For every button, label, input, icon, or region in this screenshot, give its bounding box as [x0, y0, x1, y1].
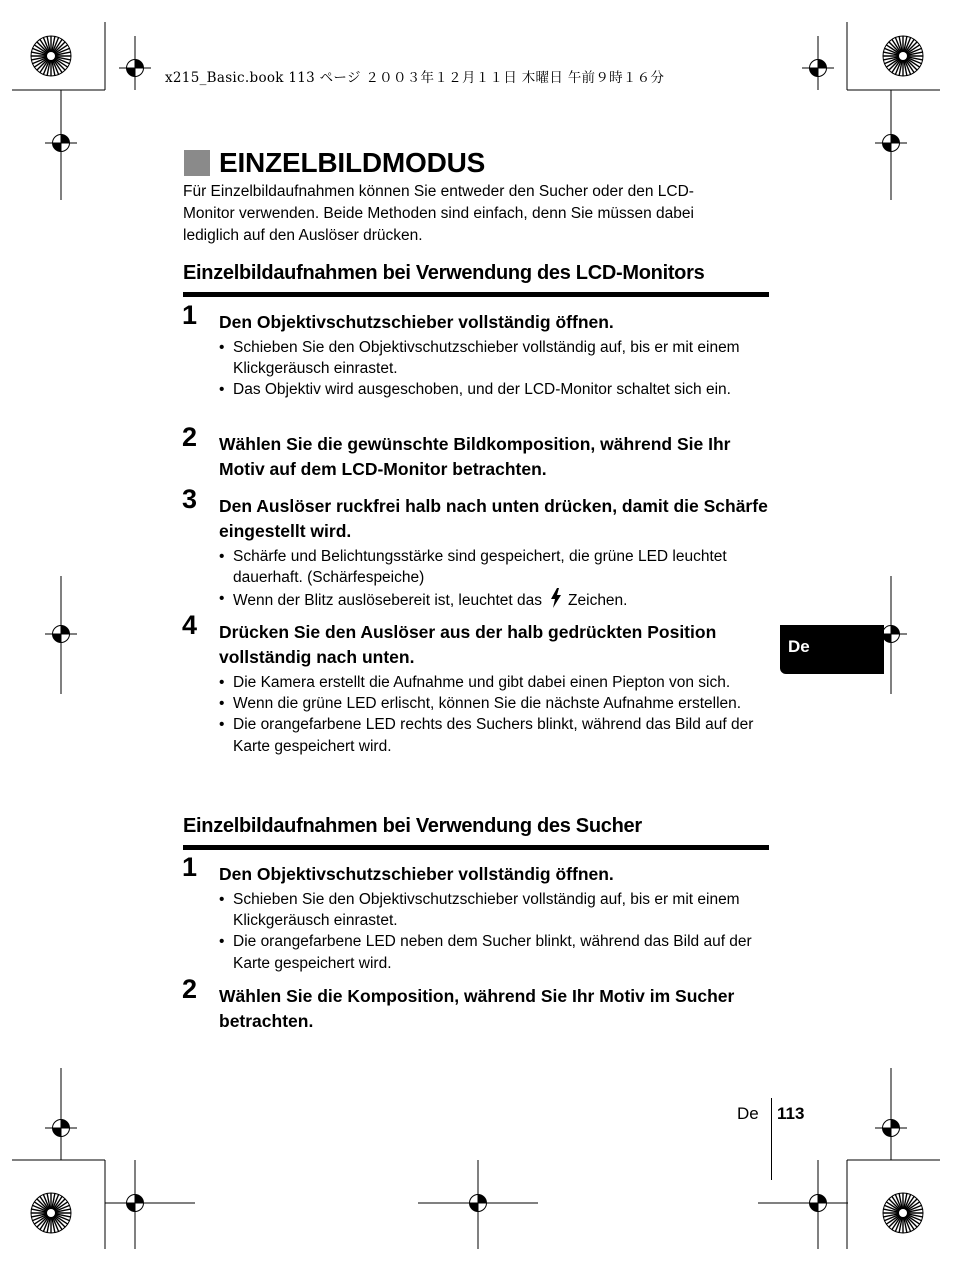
step-title: Drücken Sie den Auslöser aus der halb gedrückten Position vollständig nach unten. — [219, 622, 717, 667]
lcd-step-2 — [182, 422, 772, 482]
step-bullets — [219, 546, 772, 612]
bullet-item: • Schieben Sie den Objektivschutzschieber vollständig auf, bis er mit einem Klickgeräusch einrastet. — [219, 889, 772, 931]
intro-line: Monitor verwenden. Beide Methoden sind einfach, denn Sie müssen dabei — [183, 205, 694, 222]
section-heading-sucher: Einzelbildaufnahmen bei Verwendung des Sucher — [183, 815, 769, 850]
page-number: 113 — [777, 1104, 805, 1123]
bullet-item: • Die orangefarbene LED rechts des Suchers blinkt, während das Bild auf der Karte gespeichert wird. — [219, 714, 772, 756]
step-title: Den Objektivschutzschieber vollständig öffnen. — [219, 312, 614, 332]
bullet-item-flash — [219, 588, 772, 611]
side-tab-label: De — [788, 637, 810, 656]
step-title: Wählen Sie die gewünschte Bildkomposition, während Sie Ihr Motiv auf dem LCD-Monitor betrachten. — [219, 434, 731, 479]
sucher-step-2 — [182, 974, 772, 1034]
step-number: 2 — [182, 974, 198, 1004]
bullet-item: • Wenn die grüne LED erlischt, können Sie die nächste Aufnahme erstellen. — [219, 693, 772, 714]
flash-icon — [550, 588, 562, 608]
page-title: EINZELBILDMODUS — [219, 147, 486, 178]
step-number: 4 — [182, 610, 198, 640]
bullet-item: • Das Objektiv wird ausgeschoben, und der LCD-Monitor schaltet sich ein. — [219, 379, 772, 400]
title-row — [184, 147, 485, 179]
step-number: 2 — [182, 422, 198, 452]
intro-line: Für Einzelbildaufnahmen können Sie entweder den Sucher oder den LCD- — [183, 183, 694, 200]
title-square-icon — [184, 150, 210, 176]
flash-bullet-before: Wenn der Blitz auslösebereit ist, leuchtet das — [233, 592, 543, 610]
step-number: 1 — [182, 300, 198, 330]
lcd-step-4 — [182, 610, 772, 757]
footer-divider — [771, 1098, 772, 1180]
sucher-step-1 — [182, 852, 772, 974]
step-bullets — [219, 672, 772, 757]
intro-paragraph — [183, 181, 773, 247]
intro-line: lediglich auf den Auslöser drücken. — [183, 227, 423, 244]
step-bullets — [219, 889, 772, 974]
step-bullets — [219, 337, 772, 401]
lcd-step-1 — [182, 300, 772, 401]
bullet-item: • Die Kamera erstellt die Aufnahme und gibt dabei einen Piepton von sich. — [219, 672, 772, 693]
bullet-item: • Die orangefarbene LED neben dem Sucher blinkt, während das Bild auf der Karte gespeichert wird. — [219, 931, 772, 973]
step-title: Den Objektivschutzschieber vollständig öffnen. — [219, 864, 614, 884]
bullet-item: • Schieben Sie den Objektivschutzschieber vollständig auf, bis er mit einem Klickgeräusch einrastet. — [219, 337, 772, 379]
bullet-item: • Schärfe und Belichtungsstärke sind gespeichert, die grüne LED leuchtet dauerhaft. (Schärfespeiche) — [219, 546, 772, 588]
footer-language: De — [737, 1104, 759, 1123]
print-header: x215_Basic.book 113 ページ ２００３年１２月１１日 木曜日 午前９時１６分 — [165, 70, 665, 86]
flash-bullet-after: Zeichen. — [568, 592, 628, 610]
step-number: 1 — [182, 852, 198, 882]
step-number: 3 — [182, 484, 198, 514]
step-title: Wählen Sie die Komposition, während Sie Ihr Motiv im Sucher betrachten. — [219, 986, 735, 1031]
section-heading-lcd: Einzelbildaufnahmen bei Verwendung des LCD-Monitors — [183, 262, 769, 297]
step-title: Den Auslöser ruckfrei halb nach unten drücken, damit die Schärfe eingestellt wird. — [219, 496, 768, 541]
language-side-tab — [780, 625, 884, 674]
lcd-step-3 — [182, 484, 772, 612]
